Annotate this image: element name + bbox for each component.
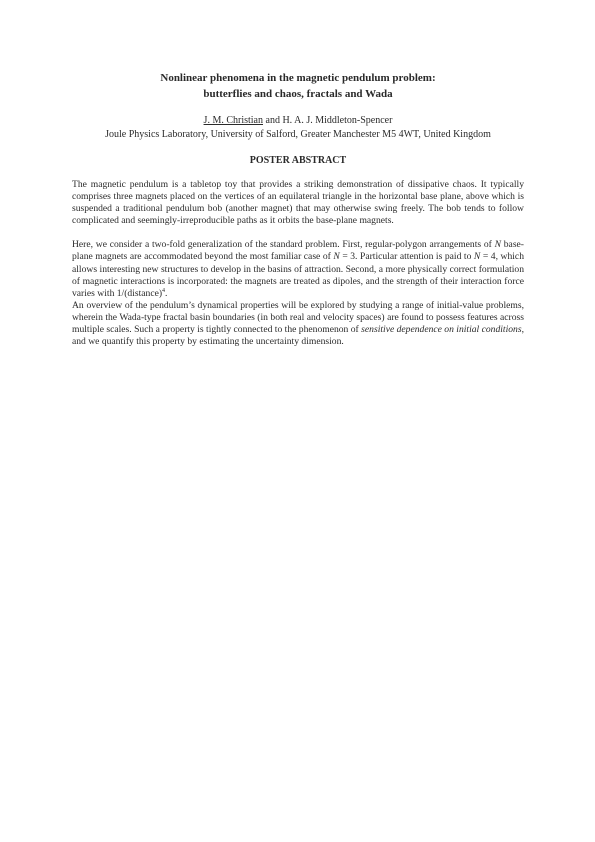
p2-text-2: base-plane magnets are accommodated beyond the most familiar case of [72, 239, 524, 263]
p2-text-7: , and we quantify this property by estimating the uncertainty dimension. [72, 324, 524, 348]
author-coauthor: H. A. J. Middleton-Spencer [282, 115, 393, 126]
p2-var-n-2: N [333, 251, 340, 263]
p2-text-3: = 3. Particular attention is paid to [339, 251, 474, 263]
p2-var-n-3: N [473, 251, 481, 263]
author-list [72, 114, 524, 128]
p2-text-1: Here, we consider a two-fold generalization of the standard problem. First, regular-polygon arrangements of [72, 239, 495, 251]
p2-emphasis: sensitive dependence on initial conditions [361, 324, 522, 336]
p2-text-4: = 4, which allows interesting new structures to develop in the basins of attraction. Second, a more physically correct formulation of magnetic interactions is incorporated: the magnets are treated as dipoles, and the strength of their interaction force varies with 1/(distance) [72, 251, 524, 299]
author-conjunction: and [263, 115, 283, 126]
p2-text-6: An overview of the pendulum’s dynamical properties will be explored by studying a range of initial-value problems, wherein the Wada-type fractal basin boundaries (in both real and velocity spaces) are found to possess features across multiple scales. Such a property is tightly connected to the phenomenon of [72, 299, 524, 336]
paper-page [72, 70, 524, 348]
title-line-2: butterflies and chaos, fractals and Wada [203, 88, 393, 100]
author-presenting: J. M. Christian [203, 115, 263, 126]
affiliation: Joule Physics Laboratory, University of Salford, Greater Manchester M5 4WT, United Kingdom [105, 129, 491, 140]
p2-text-5: . [165, 287, 168, 299]
abstract-paragraph-1: The magnetic pendulum is a tabletop toy that provides a striking demonstration of dissipative chaos. It typically comprises three magnets placed on the vertices of an equilateral triangle in the horizontal base plane, above which is suspended a traditional pendulum bob (another magnet) that may otherwise swing freely. The bob tends to follow complicated and seemingly-irreproducible paths as it orbits the base-plane magnets. [72, 179, 524, 227]
p2-var-n-1: N [494, 239, 502, 251]
abstract-paragraph-2 [72, 239, 524, 348]
p2-exponent: 4 [162, 287, 166, 294]
section-heading: POSTER ABSTRACT [249, 155, 347, 166]
title-line-1: Nonlinear phenomena in the magnetic pendulum problem: [160, 72, 436, 84]
paper-title [72, 70, 524, 102]
